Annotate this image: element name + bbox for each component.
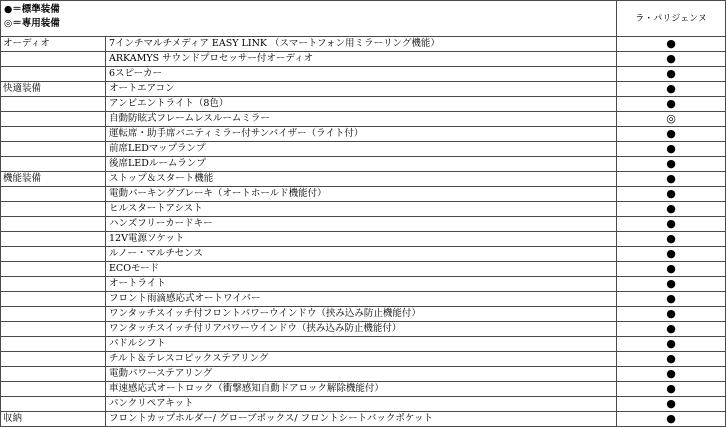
table-row [1, 157, 726, 172]
category-cell [1, 217, 106, 232]
equipment-mark: ● [617, 277, 726, 292]
equipment-item: オートエアコン [106, 82, 617, 97]
table-row [1, 67, 726, 82]
table-row [1, 172, 726, 187]
equipment-mark: ● [617, 322, 726, 337]
category-cell [1, 187, 106, 202]
category-cell [1, 382, 106, 397]
grade-column-header: ラ・パリジェンヌ [617, 1, 726, 37]
equipment-mark: ● [617, 247, 726, 262]
equipment-item: ワンタッチスイッチ付リアパワーウインドウ（挟み込み防止機能付） [106, 322, 617, 337]
equipment-mark: ● [617, 37, 726, 52]
category-cell [1, 97, 106, 112]
category-cell [1, 277, 106, 292]
equipment-item: パンクリペアキット [106, 397, 617, 412]
equipment-mark: ● [617, 127, 726, 142]
category-cell [1, 307, 106, 322]
category-cell [1, 247, 106, 262]
equipment-mark: ● [617, 142, 726, 157]
equipment-mark: ● [617, 172, 726, 187]
equipment-mark: ● [617, 97, 726, 112]
equipment-item: ストップ＆スタート機能 [106, 172, 617, 187]
category-cell: 機能装備 [1, 172, 106, 187]
equipment-mark: ● [617, 352, 726, 367]
equipment-item: フロントカップホルダー/ グローブボックス/ フロントシートバックポケット [106, 412, 617, 427]
equipment-mark: ● [617, 67, 726, 82]
equipment-mark: ● [617, 157, 726, 172]
table-row [1, 127, 726, 142]
table-row [1, 382, 726, 397]
equipment-item: 電動パーキングブレーキ（オートホールド機能付） [106, 187, 617, 202]
equipment-item: パドルシフト [106, 337, 617, 352]
equipment-mark: ● [617, 217, 726, 232]
table-row [1, 352, 726, 367]
equipment-item: フロント雨滴感応式オートワイパー [106, 292, 617, 307]
equipment-item: ワンタッチスイッチ付フロントパワーウインドウ（挟み込み防止機能付） [106, 307, 617, 322]
equipment-item: 電動パワーステアリング [106, 367, 617, 382]
category-cell [1, 292, 106, 307]
category-cell [1, 322, 106, 337]
category-cell [1, 262, 106, 277]
equipment-mark: ● [617, 367, 726, 382]
equipment-mark: ● [617, 202, 726, 217]
table-row [1, 82, 726, 97]
equipment-mark: ● [617, 232, 726, 247]
table-row [1, 37, 726, 52]
category-cell [1, 127, 106, 142]
table-row [1, 337, 726, 352]
equipment-mark: ● [617, 262, 726, 277]
category-cell [1, 337, 106, 352]
equipment-item: ECOモード [106, 262, 617, 277]
equipment-item: オートライト [106, 277, 617, 292]
category-cell [1, 67, 106, 82]
table-row [1, 292, 726, 307]
equipment-mark: ● [617, 397, 726, 412]
table-row [1, 202, 726, 217]
equipment-mark: ● [617, 337, 726, 352]
equipment-item: チルト＆テレスコピックステアリング [106, 352, 617, 367]
equipment-mark: ● [617, 52, 726, 67]
table-row [1, 262, 726, 277]
category-cell [1, 397, 106, 412]
header-row [1, 1, 726, 37]
table-row [1, 232, 726, 247]
equipment-mark: ◎ [617, 112, 726, 127]
equipment-item: アンビエントライト（8色） [106, 97, 617, 112]
equipment-mark: ● [617, 292, 726, 307]
category-cell [1, 232, 106, 247]
table-row [1, 322, 726, 337]
table-row [1, 412, 726, 427]
equipment-item: 前席LEDマップランプ [106, 142, 617, 157]
category-cell [1, 52, 106, 67]
table-row [1, 217, 726, 232]
equipment-mark: ● [617, 412, 726, 427]
equipment-item: 6スピーカー [106, 67, 617, 82]
category-cell [1, 112, 106, 127]
table-row [1, 277, 726, 292]
equipment-mark: ● [617, 307, 726, 322]
table-row [1, 112, 726, 127]
equipment-item: ルノー・マルチセンス [106, 247, 617, 262]
table-row [1, 367, 726, 382]
equipment-item: 7インチマルチメディア EASY LINK （スマートフォン用ミラーリング機能） [106, 37, 617, 52]
equipment-mark: ● [617, 382, 726, 397]
equipment-item: ハンズフリーカードキー [106, 217, 617, 232]
table-row [1, 142, 726, 157]
category-cell: 収納 [1, 412, 106, 427]
equipment-mark: ● [617, 82, 726, 97]
category-cell [1, 367, 106, 382]
table-row [1, 52, 726, 67]
table-row [1, 97, 726, 112]
table-row [1, 397, 726, 412]
legend-standard: ●＝標準装備 [4, 4, 60, 15]
equipment-item: ARKAMYS サウンドプロセッサー付オーディオ [106, 52, 617, 67]
equipment-item: 運転席・助手席バニティミラー付サンバイザー（ライト付） [106, 127, 617, 142]
category-cell [1, 202, 106, 217]
table-row [1, 307, 726, 322]
equipment-mark: ● [617, 187, 726, 202]
category-cell: 快適装備 [1, 82, 106, 97]
table-row [1, 247, 726, 262]
equipment-item: 12V電源ソケット [106, 232, 617, 247]
table-row [1, 187, 726, 202]
category-cell [1, 352, 106, 367]
legend-exclusive: ◎＝専用装備 [4, 18, 60, 29]
legend-cell [1, 1, 617, 37]
equipment-item: ヒルスタートアシスト [106, 202, 617, 217]
equipment-item: 後席LEDルームランプ [106, 157, 617, 172]
category-cell [1, 157, 106, 172]
equipment-item: 自動防眩式フレームレスルームミラー [106, 112, 617, 127]
equipment-item: 車速感応式オートロック（衝撃感知自動ドアロック解除機能付） [106, 382, 617, 397]
category-cell: オーディオ [1, 37, 106, 52]
category-cell [1, 142, 106, 157]
